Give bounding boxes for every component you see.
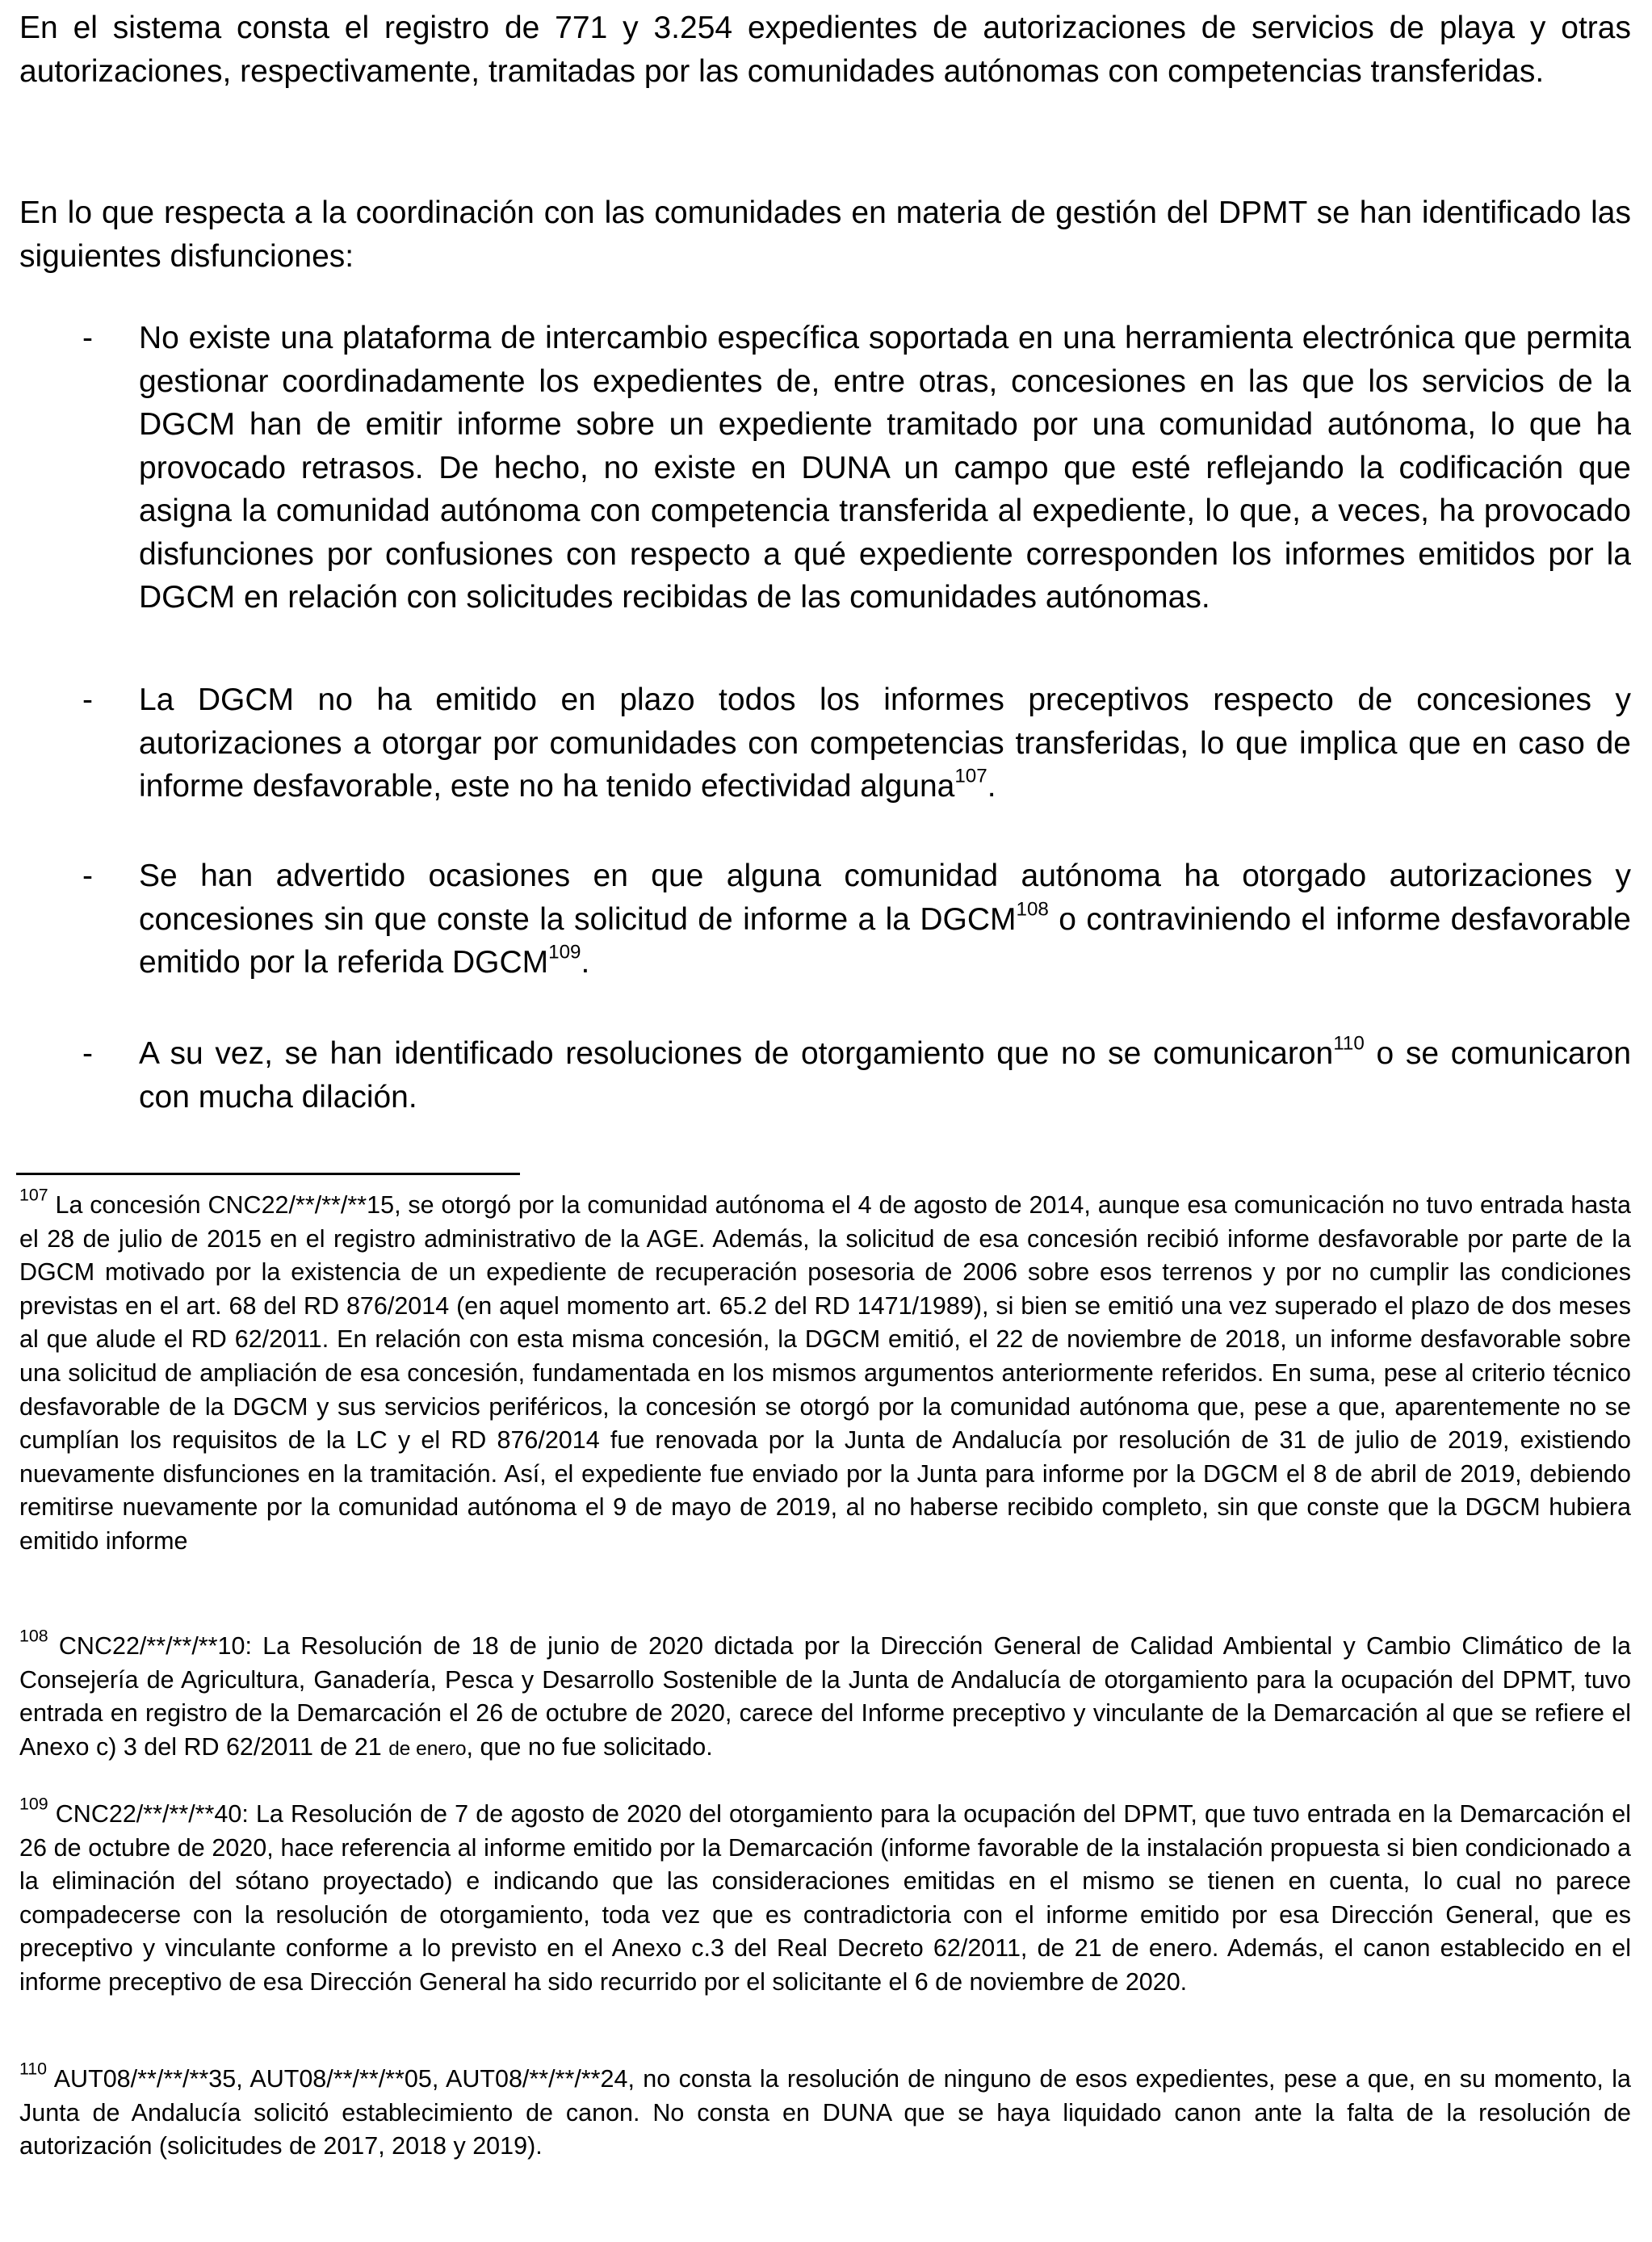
footnote-ref-108[interactable]: 108 [1016,898,1049,921]
bullet-text [139,854,1631,985]
bullet-item-resoluciones [19,1032,1631,1119]
footnote-text: , que no fue solicitado. [466,1732,713,1761]
footnote-number: 110 [19,2059,48,2079]
bullet-dash: - [82,321,93,355]
footnote-ref-107[interactable]: 107 [954,765,987,787]
footnote-text: CNC22/**/**/**10: La Resolución de 18 de junio de 2020 dictada por la Dirección General de Calidad Ambiental y Cambio Climático de la Consejería de Agricultura, Ganadería, Pesca y Desarrollo Sostenible de la Junta de Andalucía de otorgamiento para la ocupación del DPMT, tuvo entrada en registro de la Demarcación el 26 de octubre de 2020, carece del Informe preceptivo y vinculante de la Demarcación al que se refiere el Anexo c) 3 del RD 62/2011 de 21 [19,1632,1631,1761]
footnote-110 [19,2059,1631,2164]
bullet-text [139,1032,1631,1119]
footnote-text: AUT08/**/**/**35, AUT08/**/**/**05, AUT08/**/**/**24, no consta la resolución de ninguno de esos expedientes, pese a que, en su momento, la Junta de Andalucía solicitó establecimiento de canon. No consta en DUNA que se haya liquidado canon ante la falta de la resolución de autorización (solicitudes de 2017, 2018 y 2019). [19,2065,1631,2160]
footnote-separator [16,1173,520,1175]
text: Se han advertido ocasiones en que alguna comunidad autónoma ha otorgado autorizaciones y concesiones sin que conste la solicitud de informe a la DGCM [139,859,1631,937]
footnote-107 [19,1185,1631,1559]
bullet-dash: - [82,682,93,717]
bullet-text: No existe una plataforma de intercambio específica soportada en una herramienta electrónica que permita gestionar coordinadamente los expedientes de, entre otras, concesiones en las que los servicios de la DGCM han de emitir informe sobre un expediente tramitado por una comunidad autónoma, lo que ha provocado retrasos. De hecho, no existe en DUNA un campo que esté reflejando la codificación que asigna la comunidad autónoma con competencia transferida al expediente, lo que, a veces, ha provocado disfunciones por confusiones con respecto a qué expediente corresponden los informes emitidos por la DGCM en relación con solicitudes recibidas de las comunidades autónomas. [139,321,1631,615]
text: o se comunicaron con mucha dilación. [139,1036,1632,1115]
footnote-number: 109 [19,1794,48,1814]
bullet-text [139,678,1631,808]
footnote-number: 108 [19,1626,48,1646]
footnote-text-small: de enero [388,1737,467,1760]
bullet-item-otorgamiento [19,854,1631,985]
text: La DGCM no ha emitido en plazo todos los informes preceptivos respecto de concesiones y autorizaciones a otorgar por comunidades con competencias transferidas, lo que implica que en caso de informe desfavorable, este no ha tenido efectividad alguna [139,682,1631,804]
text: o contraviniendo el informe desfavorable emitido por la referida DGCM [139,901,1631,980]
bullet-dash: - [82,1036,93,1071]
footnote-text: La concesión CNC22/**/**/**15, se otorgó por la comunidad autónoma el 4 de agosto de 2014, aunque esa comunicación no tuvo entrada hasta el 28 de julio de 2015 en el registro administrativo de la AGE. Además, la solicitud de esa concesión recibió informe desfavorable por parte de la DGCM motivado por la existencia de un expediente de recuperación posesoria de 2006 sobre esos terrenos y por no cumplir las condiciones previstas en el art. 68 del RD 876/2014 (en aquel momento art. 65.2 del RD 1471/1989), si bien se emitió una vez superado el plazo de dos meses al que alude el RD 62/2011. En relación con esta misma concesión, la DGCM emitió, el 22 de noviembre de 2018, un informe desfavorable sobre una solicitud de ampliación de esa concesión, fundamentada en los mismos argumentos anteriormente referidos. En suma, pese al criterio técnico desfavorable de la DGCM y sus servicios periféricos, la concesión se otorgó por la comunidad autónoma que, pese a que, aparentemente no se cumplían los requisitos de la LC y el RD 876/2014 fue renovada por la Junta de Andalucía por resolución de 31 de julio de 2019, existiendo nuevamente disfunciones en la tramitación. Así, el expediente fue enviado por la Junta para informe por la DGCM el 8 de abril de 2019, debiendo remitirse nuevamente por la comunidad autónoma el 9 de mayo de 2019, al no haberse recibido completo, sin que conste que la DGCM hubiera emitido informe [19,1191,1631,1555]
bullet-dash: - [82,859,93,893]
footnote-text: CNC22/**/**/**40: La Resolución de 7 de agosto de 2020 del otorgamiento para la ocupación del DPMT, que tuvo entrada en la Demarcación el 26 de octubre de 2020, hace referencia al informe emitido por la Demarcación (informe favorable de la instalación propuesta si bien condicionado a la eliminación del sótano proyectado) e indicando que las consideraciones emitidas en el mismo se tienen en cuenta, lo cual no parece compadecerse con la resolución de otorgamiento, toda vez que es contradictoria con el informe emitido por esa Dirección General, que es preceptivo y vinculante conforme a lo previsto en el Anexo c.3 del Real Decreto 62/2011, de 21 de enero. Además, el canon establecido en el informe preceptivo de esa Dirección General ha sido recurrido por el solicitante el 6 de noviembre de 2020. [19,1800,1631,1996]
footnote-109 [19,1794,1631,2000]
footnote-ref-109[interactable]: 109 [548,941,581,964]
text: A su vez, se han identificado resoluciones de otorgamiento que no se comunicaron [139,1036,1334,1071]
footnote-ref-110[interactable]: 110 [1333,1032,1365,1055]
bullet-item-plazo [19,678,1631,808]
footnote-number: 107 [19,1185,48,1205]
footnote-108 [19,1626,1631,1765]
text: . [581,945,590,980]
paragraph-coordinacion: En lo que respecta a la coordinación con las comunidades en materia de gestión del DPMT se han identificado las siguientes disfunciones: [19,195,1631,274]
paragraph-registro: En el sistema consta el registro de 771 y 3.254 expedientes de autorizaciones de servicios de playa y otras autorizaciones, respectivamente, tramitadas por las comunidades autónomas con competencias transferidas. [19,10,1631,89]
text: . [987,769,996,804]
bullet-item-plataforma [19,317,1631,619]
